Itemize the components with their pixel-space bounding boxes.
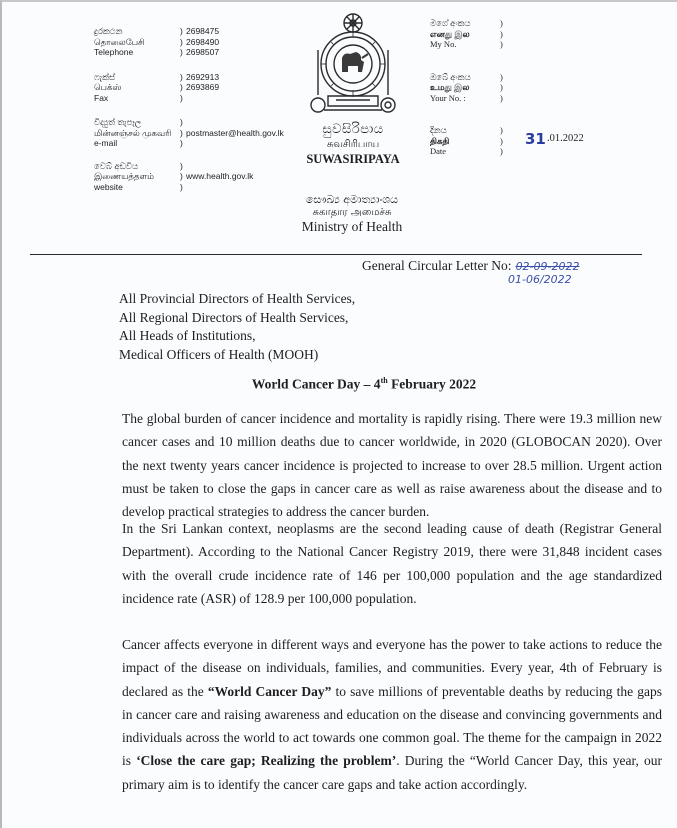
handwritten-date-day: 31 <box>525 130 546 148</box>
recipients-list <box>119 290 355 364</box>
contact-row: විද්‍යුත් තැපෑල ) <box>94 117 183 127</box>
handwritten-circular-number: 01-06/2022 <box>508 273 572 286</box>
ref-row: Date ) <box>430 146 503 156</box>
ministry-name-english: Ministry of Health <box>301 219 403 234</box>
date-value: .01.2022 <box>547 133 584 144</box>
struck-circular-number: 02-09-2022 <box>515 260 580 273</box>
contact-row-email: மின்னஞ்சல் முகவரி ) postmaster@health.gov.lk <box>94 127 284 138</box>
contact-row: දුරකථන ) 2698475 <box>94 26 220 36</box>
ministry-name-tamil: சுகாதார அமைச்சு <box>312 207 392 218</box>
contact-row: e-mail ) <box>94 138 183 148</box>
ref-row: ඔබේ අංකය ) <box>430 71 503 82</box>
contact-block <box>94 26 284 192</box>
ref-row: திகதி ) <box>430 135 503 146</box>
recipient: Medical Officers of Health (MOOH) <box>119 346 319 362</box>
suwasiripaya-tamil: சுவசிரிபாய <box>326 139 380 150</box>
contact-row: website ) <box>94 181 183 192</box>
contact-row-website: இணையத்தளம் ) www.health.gov.lk <box>94 171 254 181</box>
ref-row: உமது இல ) <box>430 82 503 92</box>
ref-row: எனது இல ) <box>430 28 503 39</box>
contact-row: தொலைபேசி ) 2698490 <box>94 36 220 47</box>
contact-row: Fax ) <box>94 92 183 103</box>
letter-title: World Cancer Day – 4th February 2022 <box>251 376 477 392</box>
suwasiripaya-english: SUWASIRIPAYA <box>306 152 400 166</box>
contact-row: ෆැක්ස් ) 2692913 <box>94 71 220 82</box>
circular-label: General Circular Letter No: <box>362 258 512 273</box>
recipient: All Heads of Institutions, <box>119 328 256 343</box>
recipient: All Provincial Directors of Health Services, <box>119 291 356 306</box>
header-divider <box>30 254 642 255</box>
ref-row: මගේ අංකය ) <box>430 18 503 28</box>
ref-row: Your No. : ) <box>430 92 503 103</box>
contact-row: Telephone ) 2698507 <box>94 47 220 57</box>
email-link[interactable]: postmaster@health.gov.lk <box>186 127 284 138</box>
paragraph-global-burden: The global burden of cancer incidence and mortality is rapidly rising. There were 19.3 million new cancer cases and 10 million deaths due to cancer worldwide, in 2020 (GLOBOCAN 2020). Over the next twenty years cancer incidence is projected to increase to over 28.5 million. Urgent action must be taken to close the gaps in cancer care as well as raise awareness about the disease and to develop practical strategies to address the cancer burden. <box>122 411 662 520</box>
sri-lanka-national-emblem-icon <box>298 10 408 122</box>
recipient: All Regional Directors of Health Services, <box>119 309 349 325</box>
contact-row: වෙබ් අඩවිය ) <box>94 160 183 171</box>
website-link[interactable]: www.health.gov.lk <box>186 171 254 181</box>
contact-row: பெக்ஸ் ) 2693869 <box>94 82 220 92</box>
ref-row: My No. ) <box>430 39 503 49</box>
circular-number <box>362 258 580 274</box>
paragraph-world-cancer-day: Cancer affects everyone in different ways and everyone has the power to take actions to reduce the impact of the disease on individuals, families, and communities. Every year, 4th of February is declared as the “World Cancer Day” to save millions of preventable deaths by reducing the gaps in cancer care and raising awareness and education on the disease and convincing governments and individuals across the world to act towards one common goal. The theme for the campaign in 2022 is ‘Close the care gap; Realizing the problem’. During the “World Cancer Day, this year, our primary aim is to identify the cancer care gaps and take action accordingly. <box>122 637 662 792</box>
ministry-name-sinhala: සෞඛ්‍ය අමාත්‍යාංශය <box>305 193 399 206</box>
reference-block <box>430 18 503 157</box>
suwasiripaya-sinhala: සුවසිරිපාය <box>322 122 384 137</box>
paragraph-sri-lanka-context: In the Sri Lankan context, neoplasms are the second leading cause of death (Registrar General Department). According to the National Cancer Registry 2019, there were 31,848 incident cases with the overall crude incidence rate of 146 per 100,000 population and the age standardized incidence rate (ASR) of 128.9 per 100,000 population. <box>122 521 662 606</box>
ref-row: දිනය ) <box>430 125 503 135</box>
